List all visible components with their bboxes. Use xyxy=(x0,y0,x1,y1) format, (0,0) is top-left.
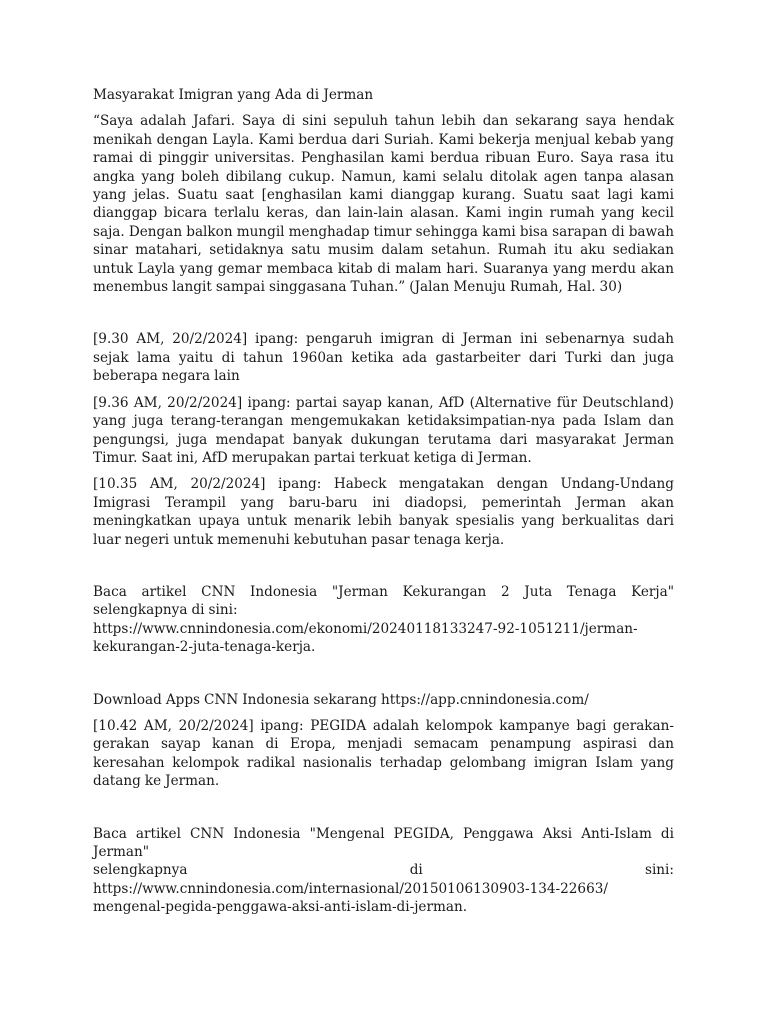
article-1-intro: Baca artikel CNN Indonesia "Jerman Kekurangan 2 Juta Tenaga Kerja" selengkapnya di sini: xyxy=(93,583,674,619)
document-title: Masyarakat Imigran yang Ada di Jerman xyxy=(93,87,374,103)
article-1-url-line-2: kekurangan-2-juta-tenaga-kerja. xyxy=(93,639,316,656)
download-apps-line[interactable]: Download Apps CNN Indonesia sekarang https://app.cnnindonesia.com/ xyxy=(93,691,589,708)
article-2-url-line-2: mengenal-pegida-penggawa-aksi-anti-islam-di-jerman. xyxy=(93,899,468,916)
quote-paragraph xyxy=(93,112,674,296)
quote-text: “Saya adalah Jafari. Saya di sini sepuluh tahun lebih dan sekarang saya hendak menikah dengan Layla. Kami berdua dari Suriah. Kami bekerja menjual kebab yang ramai di pinggir universitas. Penghasilan kami berdua ribuan Euro. Saya rasa itu angka yang boleh dibilang cukup. Namun, kami selalu ditolak agen tanpa alasan yang jelas. Suatu saat [enghasilan kami dianggap kurang. Suatu saat lagi kami dianggap bicara terlalu keras, dan lain-lain alasan. Kami ingin rumah yang kecil saja. Dengan balkon mungil menghadap timur sehingga kami bisa sarapan di bawah sinar matahari, setidaknya satu musim dalam setahun. Rumah itu aku sediakan untuk Layla yang gemar membaca kitab di malam hari. Suaranya yang merdu akan menembus langit sampai singgasana Tuhan.” xyxy=(93,113,674,296)
article-reference-2 xyxy=(93,825,674,917)
article-2-more-line: selengkapnya di sini: xyxy=(93,862,674,879)
quote-source: (Jalan Menuju Rumah, Hal. 30) xyxy=(409,279,623,296)
chat-note-1: [9.30 AM, 20/2/2024] ipang: pengaruh imigran di Jerman ini sebenarnya sudah sejak lama yaitu di tahun 1960an ketika ada gastarbeiter dari Turki dan juga beberapa negara lain xyxy=(93,331,674,385)
article-2-title-line: Baca artikel CNN Indonesia "Mengenal PEGIDA, Penggawa Aksi Anti-Islam di Jerman" xyxy=(93,825,674,860)
article-1-link[interactable] xyxy=(93,620,674,657)
spacer xyxy=(93,557,674,583)
article-2-url-line-1: https://www.cnnindonesia.com/internasional/20150106130903-134-22663/ xyxy=(93,880,608,897)
chat-note-2: [9.36 AM, 20/2/2024] ipang: partai sayap kanan, AfD (Alternative für Deutschland) yang juga terang-terangan mengemukakan ketidaksimpatian-nya pada Islam dan pengungsi, juga mendapat banyak dukungan terutama dari masyarakat Jerman Timur. Saat ini, AfD merupakan partai terkuat ketiga di Jerman. xyxy=(93,394,674,466)
spacer xyxy=(93,799,674,825)
article-reference-1 xyxy=(93,583,674,657)
chat-note-3: [10.35 AM, 20/2/2024] ipang: Habeck mengatakan dengan Undang-Undang Imigrasi Terampil yang baru-baru ini diadopsi, pemerintah Jerman akan meningkatkan upaya untuk menarik lebih banyak spesialis yang berkualitas dari luar negeri untuk memenuhi kebutuhan pasar tenaga kerja. xyxy=(93,476,674,548)
chat-note-4: [10.42 AM, 20/2/2024] ipang: PEGIDA adalah kelompok kampanye bagi gerakan-gerakan sayap kanan di Eropa, menjadi semacam penampung aspirasi dan keresahan kelompok radikal nasionalis terhadap gelombang imigran Islam yang datang ke Jerman. xyxy=(93,717,674,790)
article-2-link[interactable] xyxy=(93,880,674,917)
article-1-url-line-1: https://www.cnnindonesia.com/ekonomi/20240118133247-92-1051211/jerman- xyxy=(93,620,638,637)
spacer xyxy=(93,304,674,330)
spacer xyxy=(93,665,674,691)
document-page xyxy=(93,86,674,925)
